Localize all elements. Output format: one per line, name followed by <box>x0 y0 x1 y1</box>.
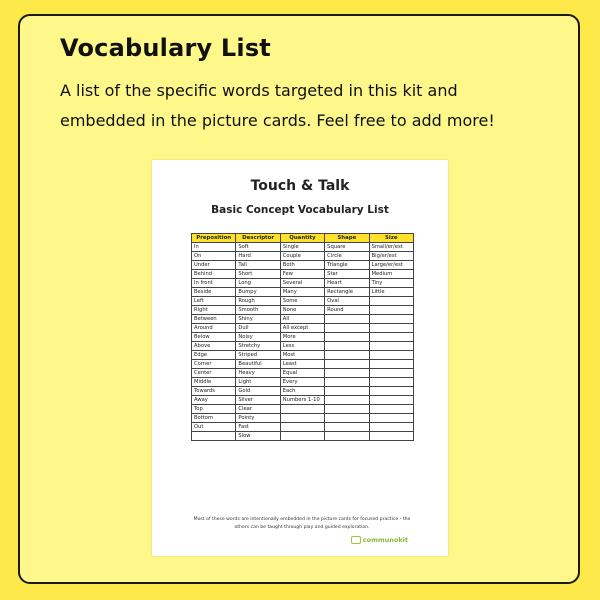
table-cell: Most <box>280 351 324 360</box>
table-cell <box>325 315 369 324</box>
communokit-logo <box>351 536 408 544</box>
table-cell: Under <box>192 261 236 270</box>
table-cell: Corner <box>192 360 236 369</box>
sheet-footnote: Most of these words are intentionally embedded in the picture cards for focused practice - the others can be taught through play and guided exploration. <box>193 517 411 530</box>
table-cell: Behind <box>192 270 236 279</box>
table-cell: Center <box>192 369 236 378</box>
table-cell: Least <box>280 360 324 369</box>
description-text: A list of the specific words targeted in this kit and embedded in the picture cards. Feel free to add more! <box>60 81 495 130</box>
chat-bubble-icon <box>351 536 361 544</box>
table-cell: Pointy <box>236 414 280 423</box>
table-cell <box>369 414 413 423</box>
table-cell: Less <box>280 342 324 351</box>
column-header-preposition: Preposition <box>192 234 236 243</box>
table-cell: Striped <box>236 351 280 360</box>
table-cell <box>325 324 369 333</box>
table-cell: Medium <box>369 270 413 279</box>
table-cell: Towards <box>192 387 236 396</box>
table-cell <box>325 414 369 423</box>
vocabulary-sheet-image <box>152 160 448 556</box>
table-cell: Each <box>280 387 324 396</box>
table-row <box>192 333 414 342</box>
table-cell: In front <box>192 279 236 288</box>
column-header-size: Size <box>369 234 413 243</box>
table-cell: Away <box>192 396 236 405</box>
table-cell: Silver <box>236 396 280 405</box>
table-cell: In <box>192 243 236 252</box>
sheet-subtitle: Basic Concept Vocabulary List <box>211 204 389 216</box>
table-cell <box>369 423 413 432</box>
table-cell <box>369 333 413 342</box>
column-header-shape: Shape <box>325 234 369 243</box>
table-cell: On <box>192 252 236 261</box>
table-row <box>192 369 414 378</box>
table-cell: Beside <box>192 288 236 297</box>
table-cell <box>369 297 413 306</box>
table-cell: Bumpy <box>236 288 280 297</box>
table-cell: Shiny <box>236 315 280 324</box>
table-cell: None <box>280 306 324 315</box>
vocabulary-table <box>191 233 414 441</box>
table-cell: Long <box>236 279 280 288</box>
table-cell <box>369 405 413 414</box>
table-cell <box>369 324 413 333</box>
table-cell: Hard <box>236 252 280 261</box>
table-cell <box>325 387 369 396</box>
table-cell <box>280 423 324 432</box>
table-cell <box>369 342 413 351</box>
table-cell: Edge <box>192 351 236 360</box>
table-row <box>192 243 414 252</box>
table-cell: Fast <box>236 423 280 432</box>
table-cell <box>325 333 369 342</box>
table-cell <box>369 315 413 324</box>
table-cell: Equal <box>280 369 324 378</box>
table-cell: Gold <box>236 387 280 396</box>
table-cell <box>280 432 324 441</box>
table-cell: Below <box>192 333 236 342</box>
table-cell: Smooth <box>236 306 280 315</box>
table-cell: Bottom <box>192 414 236 423</box>
table-row <box>192 396 414 405</box>
table-cell: Rectangle <box>325 288 369 297</box>
table-cell: Star <box>325 270 369 279</box>
table-cell <box>325 351 369 360</box>
table-cell: More <box>280 333 324 342</box>
table-row <box>192 324 414 333</box>
table-cell: Numbers 1-10 <box>280 396 324 405</box>
table-cell: Several <box>280 279 324 288</box>
table-cell: Large/er/est <box>369 261 413 270</box>
table-cell: Small/er/est <box>369 243 413 252</box>
table-row <box>192 360 414 369</box>
table-cell: Rough <box>236 297 280 306</box>
table-cell <box>369 351 413 360</box>
table-cell <box>369 396 413 405</box>
logo-text: communokit <box>362 536 408 544</box>
table-cell: Beautiful <box>236 360 280 369</box>
table-row <box>192 270 414 279</box>
column-header-quantity: Quantity <box>280 234 324 243</box>
table-cell <box>325 360 369 369</box>
table-cell: Right <box>192 306 236 315</box>
table-header-row <box>192 234 414 243</box>
table-cell: Left <box>192 297 236 306</box>
table-body <box>192 243 414 441</box>
table-cell <box>369 369 413 378</box>
table-cell <box>369 432 413 441</box>
table-cell: Circle <box>325 252 369 261</box>
table-cell: Single <box>280 243 324 252</box>
table-row <box>192 351 414 360</box>
table-row <box>192 315 414 324</box>
table-row <box>192 414 414 423</box>
table-row <box>192 252 414 261</box>
table-cell: Above <box>192 342 236 351</box>
table-cell: Between <box>192 315 236 324</box>
table-cell: Big/er/est <box>369 252 413 261</box>
table-row <box>192 378 414 387</box>
table-cell: All except <box>280 324 324 333</box>
content-card <box>18 14 580 584</box>
table-row <box>192 261 414 270</box>
table-cell: Middle <box>192 378 236 387</box>
table-row <box>192 297 414 306</box>
table-cell <box>325 396 369 405</box>
table-row <box>192 387 414 396</box>
table-cell <box>325 405 369 414</box>
table-cell: Round <box>325 306 369 315</box>
table-cell: Around <box>192 324 236 333</box>
table-cell <box>369 360 413 369</box>
table-cell: Few <box>280 270 324 279</box>
table-cell: Square <box>325 243 369 252</box>
table-cell: Many <box>280 288 324 297</box>
table-cell <box>192 432 236 441</box>
table-cell: Tiny <box>369 279 413 288</box>
table-cell: Heavy <box>236 369 280 378</box>
table-row <box>192 279 414 288</box>
table-cell: Little <box>369 288 413 297</box>
table-cell: Tall <box>236 261 280 270</box>
table-cell: Soft <box>236 243 280 252</box>
table-cell: Top <box>192 405 236 414</box>
table-cell: Short <box>236 270 280 279</box>
table-row <box>192 423 414 432</box>
table-cell: Triangle <box>325 261 369 270</box>
table-cell <box>369 387 413 396</box>
table-cell: All <box>280 315 324 324</box>
table-row <box>192 288 414 297</box>
sheet-title: Touch & Talk <box>250 178 350 194</box>
column-header-descriptor: Descriptor <box>236 234 280 243</box>
table-cell: Oval <box>325 297 369 306</box>
table-cell <box>369 306 413 315</box>
table-row <box>192 405 414 414</box>
table-cell <box>325 423 369 432</box>
table-cell: Heart <box>325 279 369 288</box>
table-cell: Slow <box>236 432 280 441</box>
table-cell: Noisy <box>236 333 280 342</box>
table-cell <box>325 369 369 378</box>
table-cell: Stretchy <box>236 342 280 351</box>
table-cell <box>325 432 369 441</box>
table-row <box>192 432 414 441</box>
table-cell <box>280 405 324 414</box>
table-cell: Some <box>280 297 324 306</box>
table-cell: Dull <box>236 324 280 333</box>
table-cell <box>369 378 413 387</box>
table-cell <box>325 378 369 387</box>
table-cell <box>325 342 369 351</box>
table-cell: Couple <box>280 252 324 261</box>
table-cell: Clear <box>236 405 280 414</box>
table-cell: Both <box>280 261 324 270</box>
table-cell: Light <box>236 378 280 387</box>
page-title: Vocabulary List <box>60 34 271 62</box>
table-cell: Out <box>192 423 236 432</box>
table-cell <box>280 414 324 423</box>
table-cell: Every <box>280 378 324 387</box>
table-row <box>192 306 414 315</box>
table-row <box>192 342 414 351</box>
